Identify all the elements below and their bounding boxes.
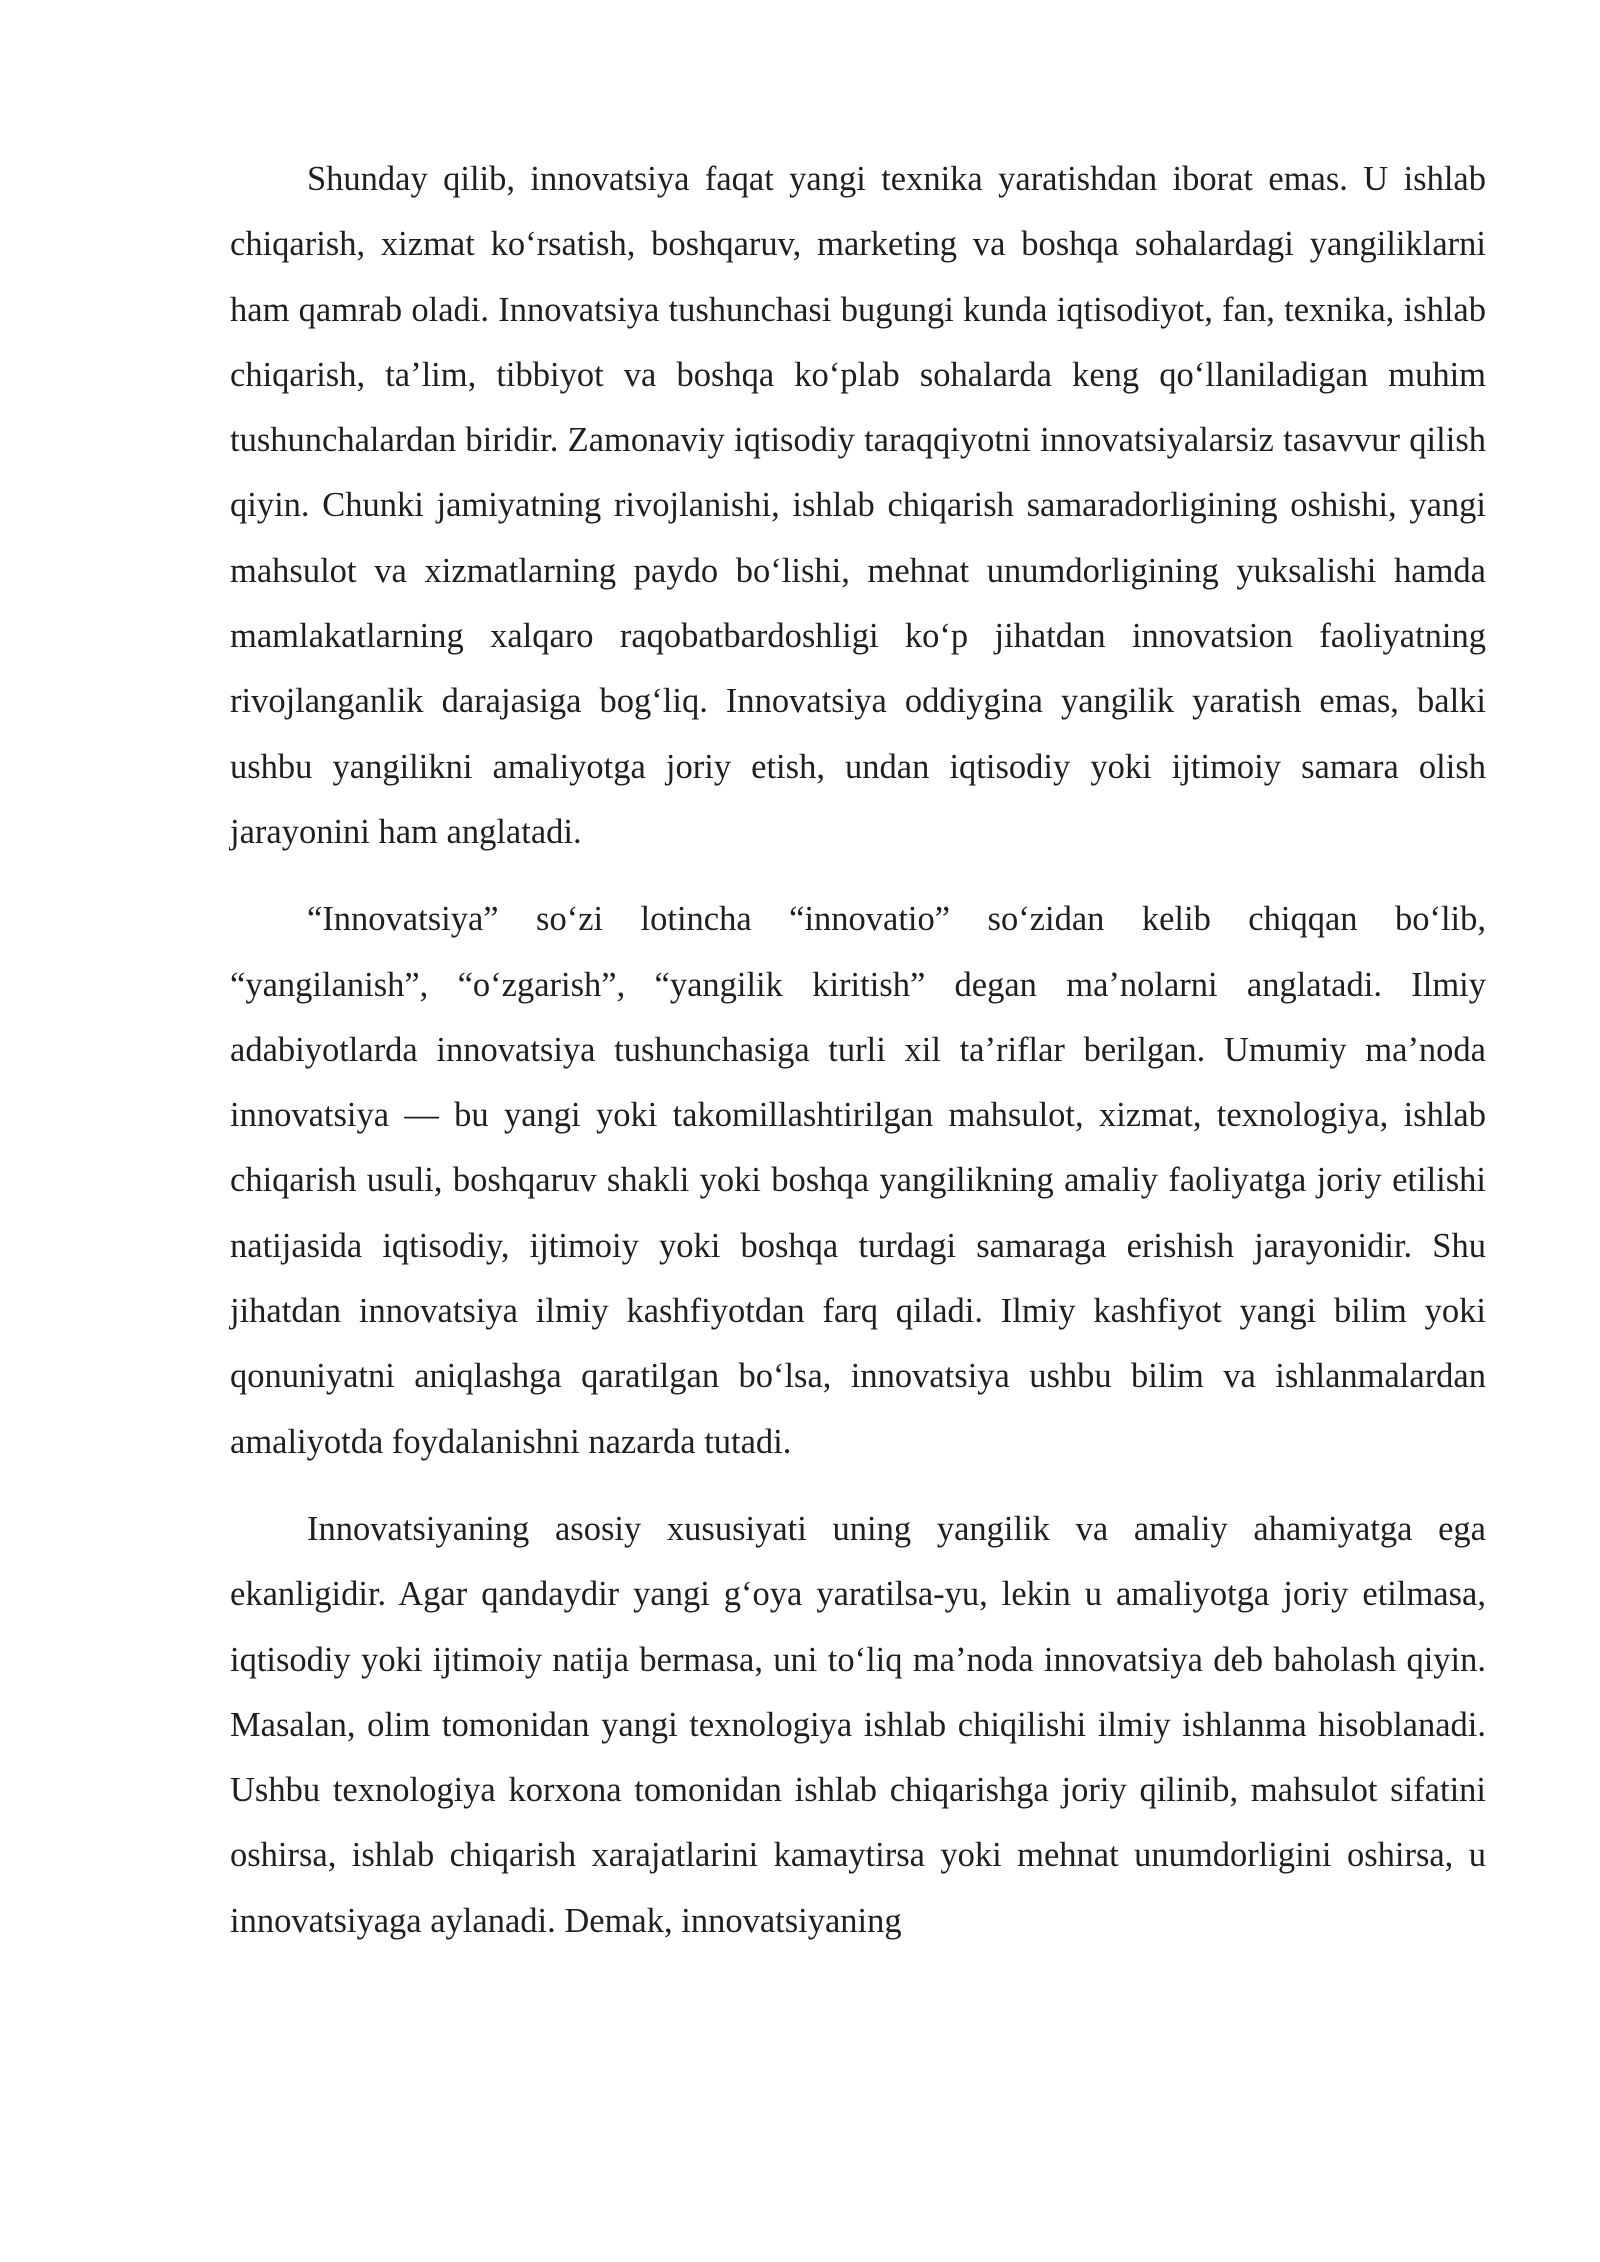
- paragraph-1: Shunday qilib, innovatsiya faqat yangi texnika yaratishdan iborat emas. U ishlab chiqarish, xizmat koʻrsatish, boshqaruv, marketing va boshqa sohalardagi yangiliklarni ham qamrab oladi. Innovatsiya tushunchasi bugungi kunda iqtisodiyot, fan, texnika, ishlab chiqarish, taʼlim, tibbiyot va boshqa koʻplab sohalarda keng qoʻllaniladigan muhim tushunchalardan biridir. Zamonaviy iqtisodiy taraqqiyotni innovatsiyalarsiz tasavvur qilish qiyin. Chunki jamiyatning rivojlanishi, ishlab chiqarish samaradorligining oshishi, yangi mahsulot va xizmatlarning paydo boʻlishi, mehnat unumdorligining yuksalishi hamda mamlakatlarning xalqaro raqobatbardoshligi koʻp jihatdan innovatsion faoliyatning rivojlanganlik darajasiga bogʻliq. Innovatsiya oddiygina yangilik yaratish emas, balki ushbu yangilikni amaliyotga joriy etish, undan iqtisodiy yoki ijtimoiy samara olish jarayonini ham anglatadi.: [230, 160, 1486, 851]
- paragraph-2: “Innovatsiya” soʻzi lotincha “innovatio” soʻzidan kelib chiqqan boʻlib, “yangilanish”, “oʻzgarish”, “yangilik kiritish” degan maʼnolarni anglatadi. Ilmiy adabiyotlarda innovatsiya tushunchasiga turli xil taʼriflar berilgan. Umumiy maʼnoda innovatsiya — bu yangi yoki takomillashtirilgan mahsulot, xizmat, texnologiya, ishlab chiqarish usuli, boshqaruv shakli yoki boshqa yangilikning amaliy faoliyatga joriy etilishi natijasida iqtisodiy, ijtimoiy yoki boshqa turdagi samaraga erishish jarayonidir. Shu jihatdan innovatsiya ilmiy kashfiyotdan farq qiladi. Ilmiy kashfiyot yangi bilim yoki qonuniyatni aniqlashga qaratilgan boʻlsa, innovatsiya ushbu bilim va ishlanmalardan amaliyotda foydalanishni nazarda tutadi.: [230, 900, 1486, 1461]
- document-body: [230, 147, 1486, 1976]
- paragraph-3: Innovatsiyaning asosiy xususiyati uning yangilik va amaliy ahamiyatga ega ekanligidir. Agar qandaydir yangi gʻoya yaratilsa-yu, lekin u amaliyotga joriy etilmasa, iqtisodiy yoki ijtimoiy natija bermasa, uni toʻliq maʼnoda innovatsiya deb baholash qiyin. Masalan, olim tomonidan yangi texnologiya ishlab chiqilishi ilmiy ishlanma hisoblanadi. Ushbu texnologiya korxona tomonidan ishlab chiqarishga joriy qilinib, mahsulot sifatini oshirsa, ishlab chiqarish xarajatlarini kamaytirsa yoki mehnat unumdorligini oshirsa, u innovatsiyaga aylanadi. Demak, innovatsiyaning: [230, 1509, 1486, 1940]
